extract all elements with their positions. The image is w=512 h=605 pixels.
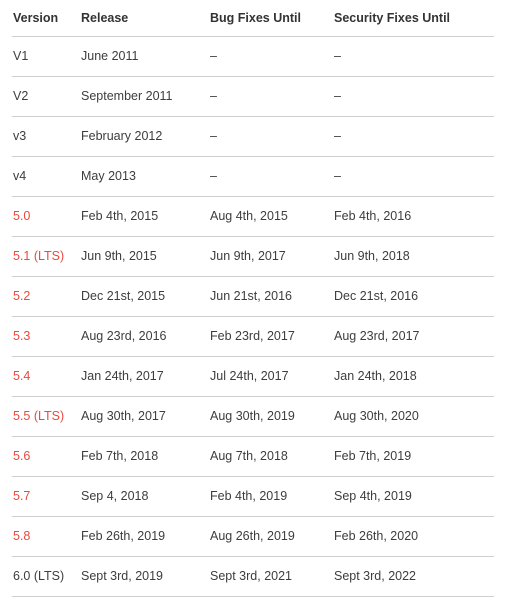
cell-version: V1 [12, 36, 80, 76]
cell-release: Jun 9th, 2015 [80, 236, 209, 276]
cell-security-fixes-until: Aug 30th, 2020 [333, 396, 494, 436]
table-row [12, 476, 494, 516]
cell-bug-fixes-until: – [209, 116, 333, 156]
cell-release: June 2011 [80, 36, 209, 76]
cell-release: Aug 23rd, 2016 [80, 316, 209, 356]
cell-security-fixes-until: Sept 3rd, 2022 [333, 556, 494, 596]
cell-version: 5.3 [12, 316, 80, 356]
cell-security-fixes-until: – [333, 36, 494, 76]
cell-version: 5.0 [12, 196, 80, 236]
table-row [12, 236, 494, 276]
table-row [12, 196, 494, 236]
cell-security-fixes-until: Feb 4th, 2016 [333, 196, 494, 236]
cell-release: May 2013 [80, 156, 209, 196]
table-row [12, 36, 494, 76]
version-support-table [12, 0, 494, 597]
cell-bug-fixes-until: Aug 30th, 2019 [209, 396, 333, 436]
cell-security-fixes-until: Feb 26th, 2020 [333, 516, 494, 556]
cell-bug-fixes-until: Aug 26th, 2019 [209, 516, 333, 556]
cell-bug-fixes-until: – [209, 76, 333, 116]
cell-bug-fixes-until: – [209, 36, 333, 76]
cell-security-fixes-until: – [333, 156, 494, 196]
cell-bug-fixes-until: Aug 4th, 2015 [209, 196, 333, 236]
cell-security-fixes-until: Jun 9th, 2018 [333, 236, 494, 276]
cell-release: Feb 26th, 2019 [80, 516, 209, 556]
cell-release: Jan 24th, 2017 [80, 356, 209, 396]
table-row [12, 316, 494, 356]
cell-bug-fixes-until: Sept 3rd, 2021 [209, 556, 333, 596]
cell-release: Feb 4th, 2015 [80, 196, 209, 236]
table-row [12, 276, 494, 316]
header-version: Version [12, 0, 80, 36]
cell-release: February 2012 [80, 116, 209, 156]
cell-bug-fixes-until: Feb 4th, 2019 [209, 476, 333, 516]
cell-version: V2 [12, 76, 80, 116]
cell-security-fixes-until: Sep 4th, 2019 [333, 476, 494, 516]
table-header [12, 0, 494, 36]
table-body [12, 36, 494, 596]
table-row [12, 156, 494, 196]
cell-security-fixes-until: Feb 7th, 2019 [333, 436, 494, 476]
header-release: Release [80, 0, 209, 36]
table-row [12, 436, 494, 476]
cell-security-fixes-until: Dec 21st, 2016 [333, 276, 494, 316]
cell-release: Sep 4, 2018 [80, 476, 209, 516]
table-row [12, 356, 494, 396]
cell-bug-fixes-until: – [209, 156, 333, 196]
cell-version: v3 [12, 116, 80, 156]
header-security-fixes-until: Security Fixes Until [333, 0, 494, 36]
cell-bug-fixes-until: Feb 23rd, 2017 [209, 316, 333, 356]
header-row [12, 0, 494, 36]
table-row [12, 116, 494, 156]
cell-version: 5.6 [12, 436, 80, 476]
cell-version: v4 [12, 156, 80, 196]
cell-bug-fixes-until: Jul 24th, 2017 [209, 356, 333, 396]
cell-release: Dec 21st, 2015 [80, 276, 209, 316]
cell-version: 5.2 [12, 276, 80, 316]
table-row [12, 516, 494, 556]
cell-version: 5.7 [12, 476, 80, 516]
cell-release: Feb 7th, 2018 [80, 436, 209, 476]
cell-release: Sept 3rd, 2019 [80, 556, 209, 596]
cell-security-fixes-until: – [333, 116, 494, 156]
cell-security-fixes-until: – [333, 76, 494, 116]
table-row [12, 556, 494, 596]
table-row [12, 76, 494, 116]
cell-bug-fixes-until: Jun 21st, 2016 [209, 276, 333, 316]
cell-bug-fixes-until: Jun 9th, 2017 [209, 236, 333, 276]
header-bug-fixes-until: Bug Fixes Until [209, 0, 333, 36]
cell-bug-fixes-until: Aug 7th, 2018 [209, 436, 333, 476]
cell-version: 5.5 (LTS) [12, 396, 80, 436]
cell-version: 5.8 [12, 516, 80, 556]
cell-release: Aug 30th, 2017 [80, 396, 209, 436]
cell-version: 5.1 (LTS) [12, 236, 80, 276]
cell-version: 5.4 [12, 356, 80, 396]
cell-security-fixes-until: Aug 23rd, 2017 [333, 316, 494, 356]
cell-release: September 2011 [80, 76, 209, 116]
table-row [12, 396, 494, 436]
cell-security-fixes-until: Jan 24th, 2018 [333, 356, 494, 396]
cell-version: 6.0 (LTS) [12, 556, 80, 596]
